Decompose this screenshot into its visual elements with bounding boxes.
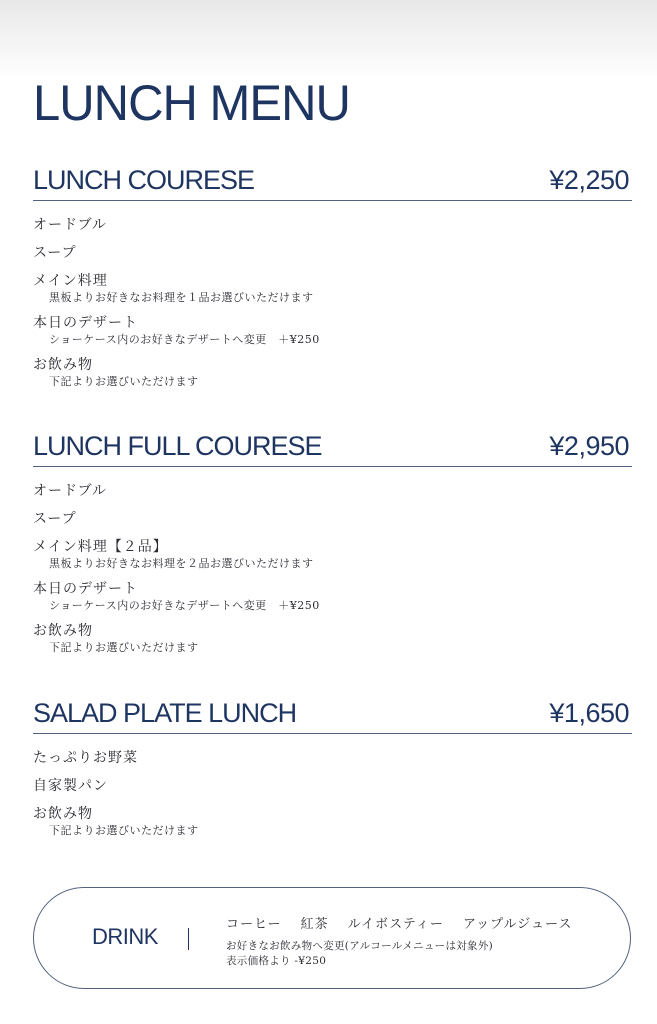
item-name: お飲み物 [33,623,93,639]
item-name: 自家製パン [33,778,108,794]
item-list [33,734,632,838]
item-name: スープ [33,511,77,527]
item-name: たっぷりお野菜 [33,750,138,766]
drink-option: ルイボスティー [347,917,444,932]
list-item [33,509,632,529]
item-list [33,467,632,655]
item-name: オードブル [33,483,108,499]
item-name: 本日のデザート [33,581,138,597]
drink-price-note: 表示価格より -¥250 [226,955,327,967]
list-item [33,621,632,655]
item-list [33,201,632,389]
list-item [33,481,632,501]
drink-option: 紅茶 [300,917,329,932]
list-item [33,748,632,768]
section-title: LUNCH COURESE [33,165,255,195]
item-name: メイン料理 [33,273,108,289]
list-item [33,776,632,796]
section-lunch-course [33,164,632,397]
drink-option: アップルジュース [462,917,573,932]
section-lunch-full-course [33,430,632,663]
section-title: SALAD PLATE LUNCH [33,698,297,728]
drink-label: DRINK [92,924,158,949]
drink-box [33,887,631,989]
item-note: 下記よりお選びいただけます [49,375,199,388]
section-header [33,164,632,201]
item-name: スープ [33,245,77,261]
item-note: 黒板よりお好きなお料理を１品お選びいただけます [49,291,314,304]
section-title: LUNCH FULL COURESE [33,431,322,461]
list-item [33,579,632,613]
item-note: 下記よりお選びいただけます [49,641,199,654]
item-note: 黒板よりお好きなお料理を２品お選びいただけます [49,557,314,570]
section-header [33,430,632,467]
section-price: ¥1,650 [549,698,629,728]
item-note: ショーケース内のお好きなデザートへ変更 ＋¥250 [49,333,320,346]
item-name: メイン料理【２品】 [33,539,168,555]
section-price: ¥2,950 [549,431,629,461]
list-item [33,313,632,347]
section-salad-plate-lunch [33,697,632,846]
top-fade [0,0,657,80]
list-item [33,243,632,263]
list-item [33,537,632,571]
drink-note: お好きなお飲み物へ変更(アルコールメニューは対象外) [226,940,494,952]
drink-divider [188,928,189,950]
list-item [33,355,632,389]
item-name: お飲み物 [33,806,93,822]
list-item [33,215,632,235]
list-item [33,271,632,305]
drink-option: コーヒー [226,917,282,932]
page-title: LUNCH MENU [33,75,350,131]
item-name: 本日のデザート [33,315,138,331]
item-note: ショーケース内のお好きなデザートへ変更 ＋¥250 [49,599,320,612]
section-header [33,697,632,734]
item-name: お飲み物 [33,357,93,373]
drink-options [226,913,586,932]
section-price: ¥2,250 [549,165,629,195]
item-name: オードブル [33,217,108,233]
list-item [33,804,632,838]
item-note: 下記よりお選びいただけます [49,824,199,837]
